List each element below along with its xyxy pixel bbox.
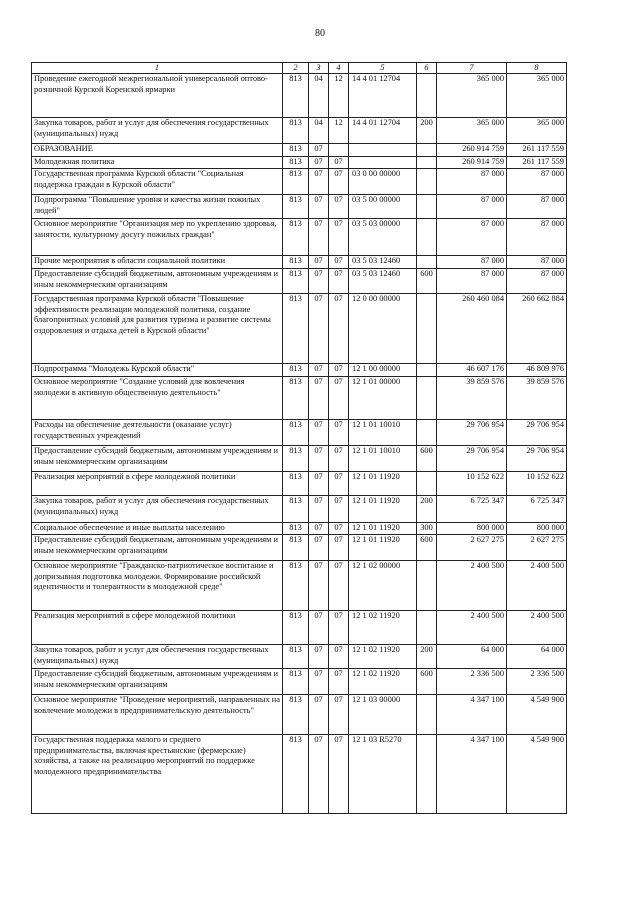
- row-amount-year1-cell: 2 400 500: [437, 561, 507, 611]
- row-name-cell: Закупка товаров, работ и услуг для обеспечения государственных (муниципальных) нужд: [32, 645, 283, 669]
- row-target-code-cell: 12 1 01 11920: [349, 496, 417, 523]
- row-ministry-cell: 813: [283, 645, 309, 669]
- row-section-cell: 07: [309, 364, 329, 377]
- row-amount-year2-cell: 4 549 900: [507, 735, 567, 814]
- row-name-cell: Основное мероприятие "Создание условий для вовлечения молодежи в активную общественную деятельность": [32, 377, 283, 420]
- row-section-cell: 07: [309, 695, 329, 735]
- row-target-code-cell: 14 4 01 12704: [349, 74, 417, 118]
- row-ministry-cell: 813: [283, 377, 309, 420]
- row-expense-type-cell: 200: [417, 118, 437, 144]
- row-amount-year2-cell: 365 000: [507, 118, 567, 144]
- table-row: [32, 118, 567, 144]
- row-subsection-cell: 07: [329, 219, 349, 256]
- row-expense-type-cell: [417, 169, 437, 195]
- row-ministry-cell: 813: [283, 294, 309, 364]
- row-subsection-cell: 07: [329, 157, 349, 169]
- header-row: [32, 63, 567, 74]
- row-ministry-cell: 813: [283, 472, 309, 496]
- row-subsection-cell: [329, 144, 349, 157]
- table-row: [32, 645, 567, 669]
- row-expense-type-cell: 600: [417, 535, 437, 561]
- row-amount-year2-cell: 29 706 954: [507, 420, 567, 446]
- row-expense-type-cell: [417, 144, 437, 157]
- row-target-code-cell: 03 5 03 12460: [349, 269, 417, 294]
- row-subsection-cell: 07: [329, 269, 349, 294]
- row-amount-year2-cell: 87 000: [507, 269, 567, 294]
- row-amount-year1-cell: 87 000: [437, 269, 507, 294]
- row-expense-type-cell: [417, 377, 437, 420]
- row-section-cell: 07: [309, 472, 329, 496]
- row-amount-year1-cell: 10 152 622: [437, 472, 507, 496]
- row-target-code-cell: [349, 144, 417, 157]
- row-section-cell: 07: [309, 377, 329, 420]
- table-row: [32, 496, 567, 523]
- row-section-cell: 04: [309, 118, 329, 144]
- row-ministry-cell: 813: [283, 269, 309, 294]
- row-target-code-cell: 03 0 00 00000: [349, 169, 417, 195]
- row-ministry-cell: 813: [283, 669, 309, 695]
- row-name-cell: Государственная программа Курской области "Социальная поддержка граждан в Курской области": [32, 169, 283, 195]
- row-target-code-cell: 12 1 02 11920: [349, 611, 417, 645]
- row-amount-year1-cell: 46 607 176: [437, 364, 507, 377]
- row-ministry-cell: 813: [283, 157, 309, 169]
- row-section-cell: 07: [309, 523, 329, 535]
- table-row: [32, 695, 567, 735]
- row-subsection-cell: 07: [329, 446, 349, 472]
- row-amount-year2-cell: 2 336 500: [507, 669, 567, 695]
- row-ministry-cell: 813: [283, 195, 309, 219]
- row-amount-year2-cell: 4 549 900: [507, 695, 567, 735]
- row-ministry-cell: 813: [283, 561, 309, 611]
- row-name-cell: Закупка товаров, работ и услуг для обеспечения государственных (муниципальных) нужд: [32, 118, 283, 144]
- row-amount-year1-cell: 87 000: [437, 169, 507, 195]
- row-amount-year2-cell: 87 000: [507, 219, 567, 256]
- row-expense-type-cell: 200: [417, 496, 437, 523]
- row-name-cell: Расходы на обеспечение деятельности (оказание услуг) государственных учреждений: [32, 420, 283, 446]
- row-name-cell: Государственная поддержка малого и среднего предпринимательства, включая крестьянские (фермерские) хозяйства, а также на реализацию мероприятий по поддержке молодежного предпринимательства: [32, 735, 283, 814]
- table-row: [32, 446, 567, 472]
- row-amount-year1-cell: 2 336 500: [437, 669, 507, 695]
- row-amount-year1-cell: 87 000: [437, 256, 507, 269]
- row-amount-year2-cell: 39 859 576: [507, 377, 567, 420]
- table-row: [32, 157, 567, 169]
- row-amount-year2-cell: 87 000: [507, 256, 567, 269]
- row-name-cell: Проведение ежегодной межрегиональной универсальной оптово-розничной Курской Коренской ярмарки: [32, 74, 283, 118]
- row-amount-year2-cell: 29 706 954: [507, 446, 567, 472]
- row-expense-type-cell: [417, 420, 437, 446]
- row-section-cell: 07: [309, 256, 329, 269]
- row-subsection-cell: 07: [329, 377, 349, 420]
- row-name-cell: Реализация мероприятий в сфере молодежной политики: [32, 472, 283, 496]
- row-name-cell: Молодежная политика: [32, 157, 283, 169]
- table-row: [32, 74, 567, 118]
- table-row: [32, 269, 567, 294]
- row-amount-year1-cell: 2 400 500: [437, 611, 507, 645]
- row-amount-year1-cell: 87 000: [437, 195, 507, 219]
- header-cell: 4: [329, 63, 349, 74]
- row-amount-year2-cell: 87 000: [507, 195, 567, 219]
- row-target-code-cell: 03 5 00 00000: [349, 195, 417, 219]
- row-section-cell: 07: [309, 169, 329, 195]
- header-cell: 7: [437, 63, 507, 74]
- row-amount-year1-cell: 6 725 347: [437, 496, 507, 523]
- row-amount-year1-cell: 64 000: [437, 645, 507, 669]
- row-amount-year1-cell: 39 859 576: [437, 377, 507, 420]
- row-section-cell: 07: [309, 669, 329, 695]
- row-ministry-cell: 813: [283, 169, 309, 195]
- row-section-cell: 07: [309, 446, 329, 472]
- row-target-code-cell: 12 1 02 11920: [349, 669, 417, 695]
- row-subsection-cell: 07: [329, 472, 349, 496]
- row-name-cell: Предоставление субсидий бюджетным, автономным учреждениям и иным некоммерческим организациям: [32, 535, 283, 561]
- row-expense-type-cell: [417, 472, 437, 496]
- row-subsection-cell: 07: [329, 256, 349, 269]
- row-subsection-cell: 07: [329, 169, 349, 195]
- table-row: [32, 144, 567, 157]
- header-cell: 6: [417, 63, 437, 74]
- row-amount-year1-cell: 800 000: [437, 523, 507, 535]
- row-section-cell: 07: [309, 535, 329, 561]
- row-name-cell: Реализация мероприятий в сфере молодежной политики: [32, 611, 283, 645]
- table-row: [32, 364, 567, 377]
- row-section-cell: 07: [309, 420, 329, 446]
- row-ministry-cell: 813: [283, 446, 309, 472]
- row-expense-type-cell: [417, 695, 437, 735]
- row-ministry-cell: 813: [283, 523, 309, 535]
- row-section-cell: 07: [309, 611, 329, 645]
- row-amount-year2-cell: 10 152 622: [507, 472, 567, 496]
- row-target-code-cell: 12 1 00 00000: [349, 364, 417, 377]
- row-amount-year1-cell: 365 000: [437, 74, 507, 118]
- row-amount-year2-cell: 64 000: [507, 645, 567, 669]
- row-subsection-cell: 07: [329, 496, 349, 523]
- row-name-cell: Предоставление субсидий бюджетным, автономным учреждениям и иным некоммерческим организациям: [32, 269, 283, 294]
- row-ministry-cell: 813: [283, 735, 309, 814]
- row-ministry-cell: 813: [283, 420, 309, 446]
- row-subsection-cell: 07: [329, 611, 349, 645]
- row-amount-year2-cell: 2 400 500: [507, 611, 567, 645]
- row-expense-type-cell: [417, 294, 437, 364]
- row-amount-year1-cell: 260 914 759: [437, 157, 507, 169]
- row-expense-type-cell: [417, 74, 437, 118]
- row-ministry-cell: 813: [283, 695, 309, 735]
- row-subsection-cell: 07: [329, 420, 349, 446]
- row-amount-year2-cell: 260 662 884: [507, 294, 567, 364]
- row-target-code-cell: 12 1 02 00000: [349, 561, 417, 611]
- row-amount-year1-cell: 4 347 100: [437, 735, 507, 814]
- row-subsection-cell: 07: [329, 645, 349, 669]
- header-cell: 2: [283, 63, 309, 74]
- row-section-cell: 07: [309, 735, 329, 814]
- row-name-cell: Основное мероприятие "Организация мер по укреплению здоровья, занятости, культурному досугу пожилых граждан": [32, 219, 283, 256]
- row-target-code-cell: 03 5 03 00000: [349, 219, 417, 256]
- row-expense-type-cell: [417, 611, 437, 645]
- budget-table: [31, 62, 567, 814]
- table-row: [32, 219, 567, 256]
- row-target-code-cell: 12 1 01 11920: [349, 535, 417, 561]
- table-row: [32, 294, 567, 364]
- row-amount-year2-cell: 6 725 347: [507, 496, 567, 523]
- row-amount-year1-cell: 260 914 759: [437, 144, 507, 157]
- row-subsection-cell: 07: [329, 294, 349, 364]
- row-subsection-cell: 12: [329, 74, 349, 118]
- table-row: [32, 169, 567, 195]
- row-section-cell: 07: [309, 195, 329, 219]
- row-target-code-cell: 12 1 03 00000: [349, 695, 417, 735]
- row-ministry-cell: 813: [283, 219, 309, 256]
- row-target-code-cell: 12 1 01 00000: [349, 377, 417, 420]
- row-subsection-cell: 07: [329, 695, 349, 735]
- table-row: [32, 535, 567, 561]
- row-expense-type-cell: [417, 561, 437, 611]
- row-target-code-cell: 12 1 02 11920: [349, 645, 417, 669]
- row-ministry-cell: 813: [283, 118, 309, 144]
- table-row: [32, 735, 567, 814]
- row-expense-type-cell: 200: [417, 645, 437, 669]
- row-target-code-cell: 12 1 01 11920: [349, 472, 417, 496]
- header-cell: 5: [349, 63, 417, 74]
- row-subsection-cell: 07: [329, 523, 349, 535]
- row-amount-year2-cell: 2 627 275: [507, 535, 567, 561]
- row-amount-year2-cell: 46 809 976: [507, 364, 567, 377]
- row-section-cell: 07: [309, 157, 329, 169]
- row-amount-year2-cell: 87 000: [507, 169, 567, 195]
- row-amount-year2-cell: 261 117 559: [507, 157, 567, 169]
- row-subsection-cell: 07: [329, 195, 349, 219]
- row-target-code-cell: [349, 157, 417, 169]
- row-expense-type-cell: 600: [417, 669, 437, 695]
- row-target-code-cell: 14 4 01 12704: [349, 118, 417, 144]
- row-subsection-cell: 07: [329, 669, 349, 695]
- row-name-cell: Закупка товаров, работ и услуг для обеспечения государственных (муниципальных) нужд: [32, 496, 283, 523]
- table-row: [32, 420, 567, 446]
- table-row: [32, 256, 567, 269]
- row-ministry-cell: 813: [283, 496, 309, 523]
- row-name-cell: Государственная программа Курской области "Повышение эффективности реализации молодежной политики, создание благоприятных условий для развития туризма и развитие системы оздоровления и отдыха детей в Курской области": [32, 294, 283, 364]
- row-name-cell: Предоставление субсидий бюджетным, автономным учреждениям и иным некоммерческим организациям: [32, 669, 283, 695]
- row-amount-year1-cell: 260 460 084: [437, 294, 507, 364]
- row-section-cell: 07: [309, 496, 329, 523]
- row-expense-type-cell: [417, 195, 437, 219]
- row-ministry-cell: 813: [283, 144, 309, 157]
- row-amount-year2-cell: 2 400 500: [507, 561, 567, 611]
- row-section-cell: 07: [309, 294, 329, 364]
- row-amount-year2-cell: 800 000: [507, 523, 567, 535]
- row-ministry-cell: 813: [283, 611, 309, 645]
- row-expense-type-cell: 600: [417, 269, 437, 294]
- row-expense-type-cell: [417, 219, 437, 256]
- row-expense-type-cell: [417, 256, 437, 269]
- row-amount-year2-cell: 365 000: [507, 74, 567, 118]
- row-expense-type-cell: 300: [417, 523, 437, 535]
- row-subsection-cell: 07: [329, 735, 349, 814]
- row-name-cell: Основное мероприятие "Проведение мероприятий, направленных на вовлечение молодежи в предпринимательскую деятельность": [32, 695, 283, 735]
- header-cell: 1: [32, 63, 283, 74]
- table-row: [32, 669, 567, 695]
- row-name-cell: Социальное обеспечение и иные выплаты населению: [32, 523, 283, 535]
- row-expense-type-cell: [417, 364, 437, 377]
- table-row: [32, 472, 567, 496]
- row-section-cell: 07: [309, 561, 329, 611]
- row-target-code-cell: 12 1 01 10010: [349, 420, 417, 446]
- row-target-code-cell: 03 5 03 12460: [349, 256, 417, 269]
- row-amount-year1-cell: 365 000: [437, 118, 507, 144]
- table-row: [32, 561, 567, 611]
- row-subsection-cell: 07: [329, 561, 349, 611]
- row-subsection-cell: 07: [329, 364, 349, 377]
- table-row: [32, 611, 567, 645]
- row-target-code-cell: 12 1 01 10010: [349, 446, 417, 472]
- row-name-cell: Основное мероприятие "Гражданско-патриотическое воспитание и допризывная подготовка молодежи. Формирование российской идентичности и толерантности в молодежной среде": [32, 561, 283, 611]
- page-number: 80: [315, 28, 325, 39]
- table-row: [32, 195, 567, 219]
- row-ministry-cell: 813: [283, 256, 309, 269]
- row-amount-year1-cell: 2 627 275: [437, 535, 507, 561]
- row-section-cell: 07: [309, 645, 329, 669]
- row-section-cell: 07: [309, 144, 329, 157]
- table-row: [32, 377, 567, 420]
- row-section-cell: 07: [309, 269, 329, 294]
- row-subsection-cell: 12: [329, 118, 349, 144]
- row-name-cell: Подпрограмма "Молодежь Курской области": [32, 364, 283, 377]
- row-name-cell: Подпрограмма "Повышение уровня и качества жизни пожилых людей": [32, 195, 283, 219]
- row-section-cell: 04: [309, 74, 329, 118]
- header-cell: 3: [309, 63, 329, 74]
- row-section-cell: 07: [309, 219, 329, 256]
- row-target-code-cell: 12 1 01 11920: [349, 523, 417, 535]
- table-row: [32, 523, 567, 535]
- row-ministry-cell: 813: [283, 74, 309, 118]
- row-target-code-cell: 12 0 00 00000: [349, 294, 417, 364]
- row-amount-year1-cell: 29 706 954: [437, 446, 507, 472]
- row-target-code-cell: 12 1 03 R5270: [349, 735, 417, 814]
- row-name-cell: Прочие мероприятия в области социальной политики: [32, 256, 283, 269]
- row-amount-year1-cell: 4 347 100: [437, 695, 507, 735]
- row-expense-type-cell: 600: [417, 446, 437, 472]
- row-expense-type-cell: [417, 157, 437, 169]
- row-name-cell: Предоставление субсидий бюджетным, автономным учреждениям и иным некоммерческим организациям: [32, 446, 283, 472]
- row-expense-type-cell: [417, 735, 437, 814]
- row-ministry-cell: 813: [283, 364, 309, 377]
- row-amount-year2-cell: 261 117 559: [507, 144, 567, 157]
- row-amount-year1-cell: 29 706 954: [437, 420, 507, 446]
- row-ministry-cell: 813: [283, 535, 309, 561]
- row-amount-year1-cell: 87 000: [437, 219, 507, 256]
- row-name-cell: ОБРАЗОВАНИЕ: [32, 144, 283, 157]
- header-cell: 8: [507, 63, 567, 74]
- row-subsection-cell: 07: [329, 535, 349, 561]
